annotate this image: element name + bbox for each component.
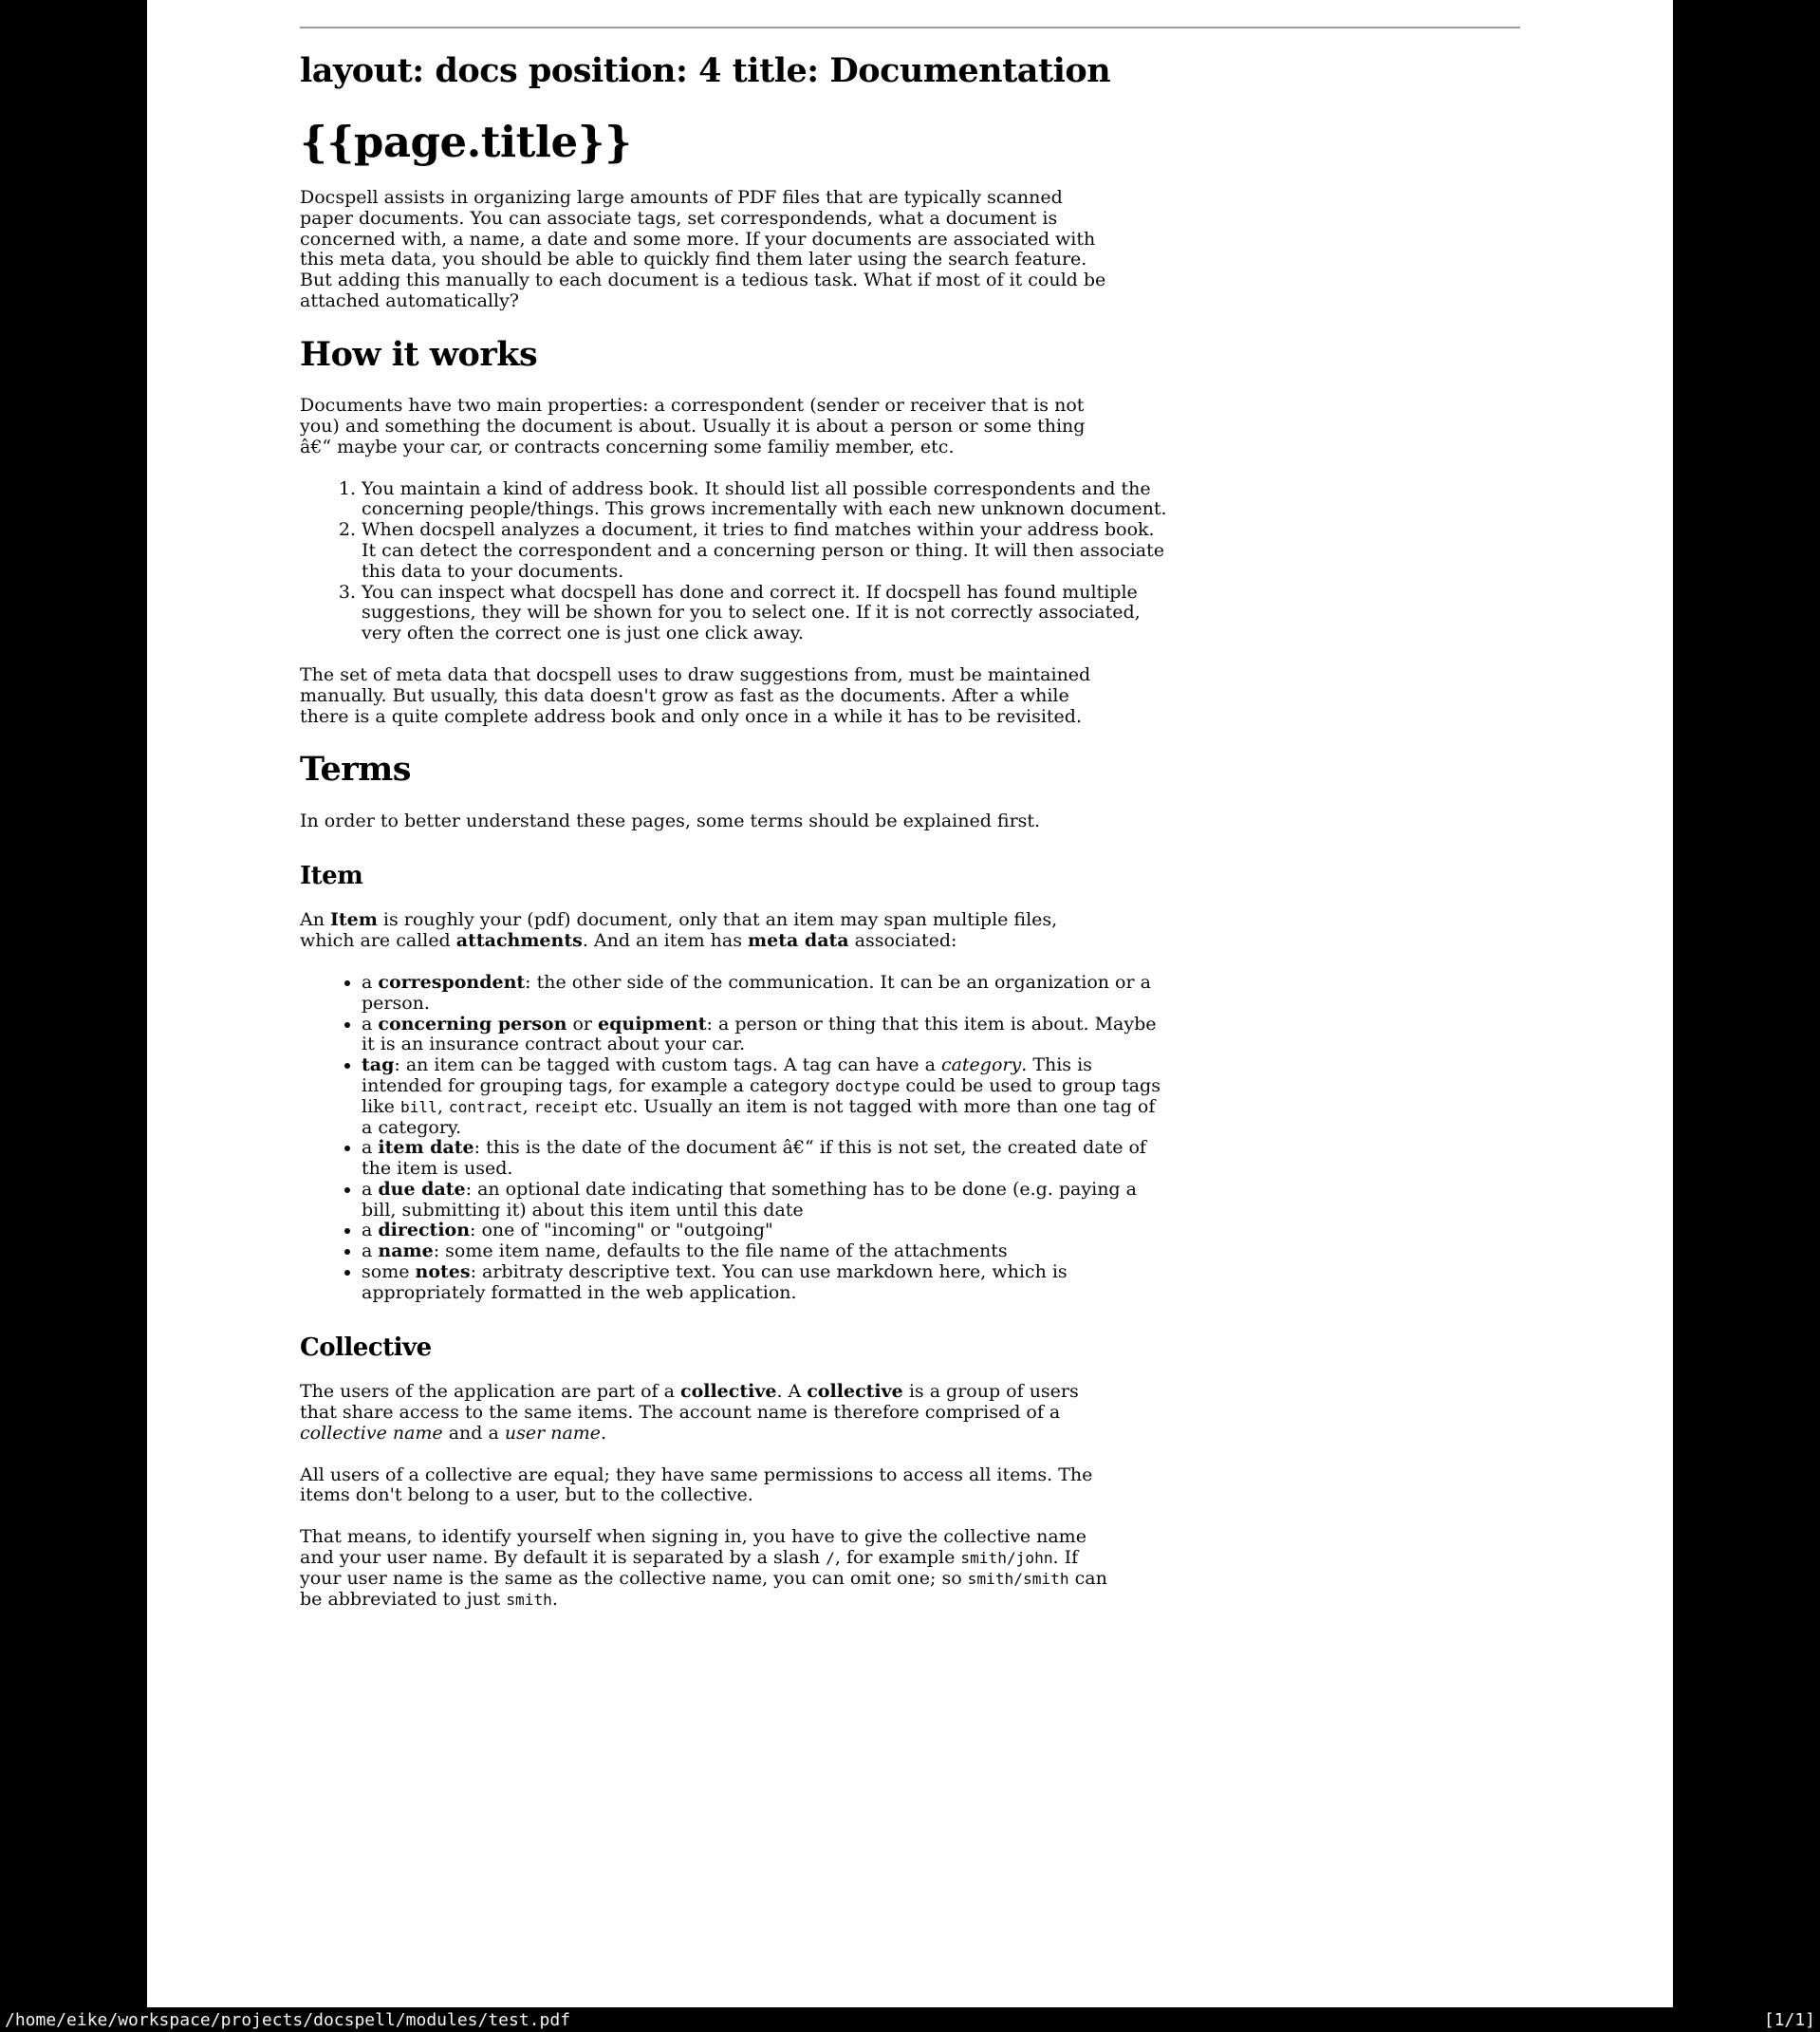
collective-paragraph-1 — [300, 1382, 1108, 1444]
text: {{page.title}} — [300, 116, 632, 167]
bold-text: collective — [680, 1381, 777, 1403]
text: The users of the application are part of a — [300, 1381, 680, 1403]
text: The set of meta data that docspell uses to draw suggestions from, must be maintained manually. But usually, this data doesn't grow as fast as the documents. After a while there is a quite complete address book and only once in a while it has to be revisited. — [300, 664, 1091, 727]
text: : an optional date indicating that something has to be done (e.g. paying a bill, submitting it) about this item until this date — [362, 1178, 1137, 1221]
item-paragraph — [300, 910, 1108, 952]
bold-text: collective — [807, 1381, 903, 1403]
text: . — [551, 1588, 558, 1610]
list-item — [362, 520, 1170, 582]
bold-text: correspondent — [378, 971, 526, 993]
text: Item — [300, 861, 363, 890]
how-it-works-list — [300, 479, 1170, 644]
text: . — [601, 1422, 607, 1444]
text: a — [362, 1178, 379, 1200]
item-heading — [300, 863, 1154, 890]
text: is roughly your (pdf) document, only that an item may span multiple files, which are called — [300, 909, 1058, 952]
terms-heading — [300, 752, 1154, 789]
page-indicator: [1/1] — [1763, 2009, 1815, 2030]
text: a — [362, 1220, 379, 1241]
bold-text: notes — [415, 1261, 471, 1283]
text: All users of a collective are equal; they have same permissions to access all items. The items don't belong to a user, but to the collective. — [300, 1463, 1093, 1506]
text: : this is the date of the document â€“ if this is not set, the created date of the item is used. — [362, 1137, 1146, 1180]
text: , — [436, 1095, 449, 1117]
text: Docspell assists in organizing large amounts of PDF files that are typically scanned paper documents. You can associate tags, set correspondends, what a document is concerned with, a name, a date and some more. If your documents are associated with this meta data, you should be able to quickly find them later using the search feature. But adding this manually to each document is a tedious task. What if most of it could be attached automatically? — [300, 187, 1106, 311]
collective-paragraph-2 — [300, 1465, 1108, 1507]
text: Collective — [300, 1333, 432, 1362]
how-it-works-paragraph — [300, 396, 1108, 457]
collective-heading — [300, 1334, 1154, 1362]
text: etc. Usually an item is not tagged with more than one tag of a category. — [362, 1095, 1156, 1138]
bold-text: Item — [330, 909, 378, 931]
text: You maintain a kind of address book. It should list all possible correspondents and the concerning people/things. This grows incrementally with each new unknown document. — [362, 477, 1167, 520]
text: You can inspect what docspell has done and correct it. If docspell has found multiple suggestions, they will be shown for you to select one. If it is not correctly associated, very often the correct one is just one click away. — [362, 581, 1141, 644]
text: layout: docs position: 4 title: Documentation — [300, 51, 1111, 90]
status-bar — [0, 2007, 1820, 2032]
italic-text: category — [940, 1054, 1022, 1076]
text: , for example — [834, 1547, 961, 1569]
page-title-heading — [300, 116, 1154, 167]
text: . And an item has — [582, 930, 749, 952]
code-text: smith/john — [960, 1549, 1053, 1568]
text: Terms — [300, 750, 411, 790]
text: is a group of users that share access to the same items. The account name is therefore comprised of a — [300, 1381, 1079, 1424]
list-item — [362, 1262, 1170, 1304]
bold-text: item date — [378, 1137, 474, 1159]
text: : one of "incoming" or "outgoing" — [470, 1220, 773, 1241]
list-item — [362, 1015, 1170, 1056]
list-item — [362, 1055, 1170, 1138]
code-text: smith/smith — [967, 1569, 1069, 1588]
text: : an item can be tagged with custom tags. A tag can have a — [394, 1054, 941, 1076]
list-item — [362, 1221, 1170, 1241]
italic-text: user name — [504, 1422, 602, 1444]
bold-text: name — [378, 1240, 434, 1262]
text: could be used to group tags like — [362, 1074, 1161, 1117]
meta-data-paragraph — [300, 665, 1108, 727]
text: When docspell analyzes a document, it tries to find matches within your address book. It can detect the correspondent and a concerning person or thing. It will then associate this data to your documents. — [362, 519, 1164, 582]
text: In order to better understand these pages, some terms should be explained first. — [300, 810, 1041, 831]
text: a — [362, 971, 379, 993]
code-text: smith — [506, 1590, 552, 1609]
text: How it works — [300, 334, 538, 374]
text: . This is intended for grouping tags, for example a category — [362, 1054, 1092, 1096]
bold-text: equipment — [598, 1013, 707, 1035]
text: a — [362, 1013, 379, 1035]
code-text: receipt — [533, 1097, 599, 1116]
list-item — [362, 583, 1170, 644]
terms-intro-paragraph — [300, 811, 1108, 832]
bold-text: meta data — [748, 930, 849, 952]
bold-text: direction — [378, 1220, 471, 1241]
list-item — [362, 1138, 1170, 1180]
text: some — [362, 1261, 416, 1283]
code-text: / — [826, 1549, 835, 1568]
text: and a — [442, 1422, 505, 1444]
document-content — [300, 27, 1520, 1610]
bold-text: concerning person — [378, 1013, 567, 1035]
front-matter-divider — [300, 27, 1520, 28]
list-item — [362, 973, 1170, 1015]
text: a — [362, 1240, 379, 1262]
bold-text: due date — [378, 1178, 466, 1200]
italic-text: collective name — [300, 1422, 443, 1444]
text: : a person or thing that this item is about. Maybe it is an insurance contract about your car. — [362, 1013, 1157, 1055]
how-it-works-heading — [300, 334, 1154, 374]
front-matter-heading — [300, 53, 1154, 90]
text: An — [300, 909, 330, 931]
text: associated: — [848, 930, 957, 952]
code-text: doctype — [835, 1076, 901, 1095]
bold-text: attachments — [455, 930, 583, 952]
text: can be abbreviated to just — [300, 1567, 1107, 1610]
code-text: contract — [448, 1097, 523, 1116]
bold-text: tag — [362, 1054, 395, 1076]
text: , — [522, 1095, 534, 1117]
text: Documents have two main properties: a correspondent (sender or receiver that is not you) and something the document is about. Usually it is about a person or some thing â€“ maybe your car, or contracts concerning some familiy member, etc. — [300, 395, 1086, 457]
code-text: bill — [399, 1097, 437, 1116]
text: . A — [776, 1381, 808, 1403]
file-path: /home/eike/workspace/projects/docspell/modules/test.pdf — [5, 2009, 571, 2030]
text: or — [566, 1013, 599, 1035]
text: . If your user name is the same as the collective name, you can omit one; so — [300, 1547, 1079, 1589]
list-item — [362, 1180, 1170, 1221]
text: : the other side of the communication. It can be an organization or a person. — [362, 971, 1151, 1014]
list-item — [362, 1241, 1170, 1262]
list-item — [362, 479, 1170, 521]
intro-paragraph — [300, 188, 1108, 312]
text: : some item name, defaults to the file name of the attachments — [433, 1240, 1008, 1262]
pdf-page — [147, 0, 1673, 2007]
collective-paragraph-3 — [300, 1527, 1108, 1610]
text: That means, to identify yourself when signing in, you have to give the collective name and your user name. By default it is separated by a slash — [300, 1526, 1086, 1569]
item-meta-list — [300, 973, 1170, 1304]
text: : arbitraty descriptive text. You can use markdown here, which is appropriately formatted in the web application. — [362, 1261, 1068, 1303]
text: a — [362, 1137, 379, 1159]
